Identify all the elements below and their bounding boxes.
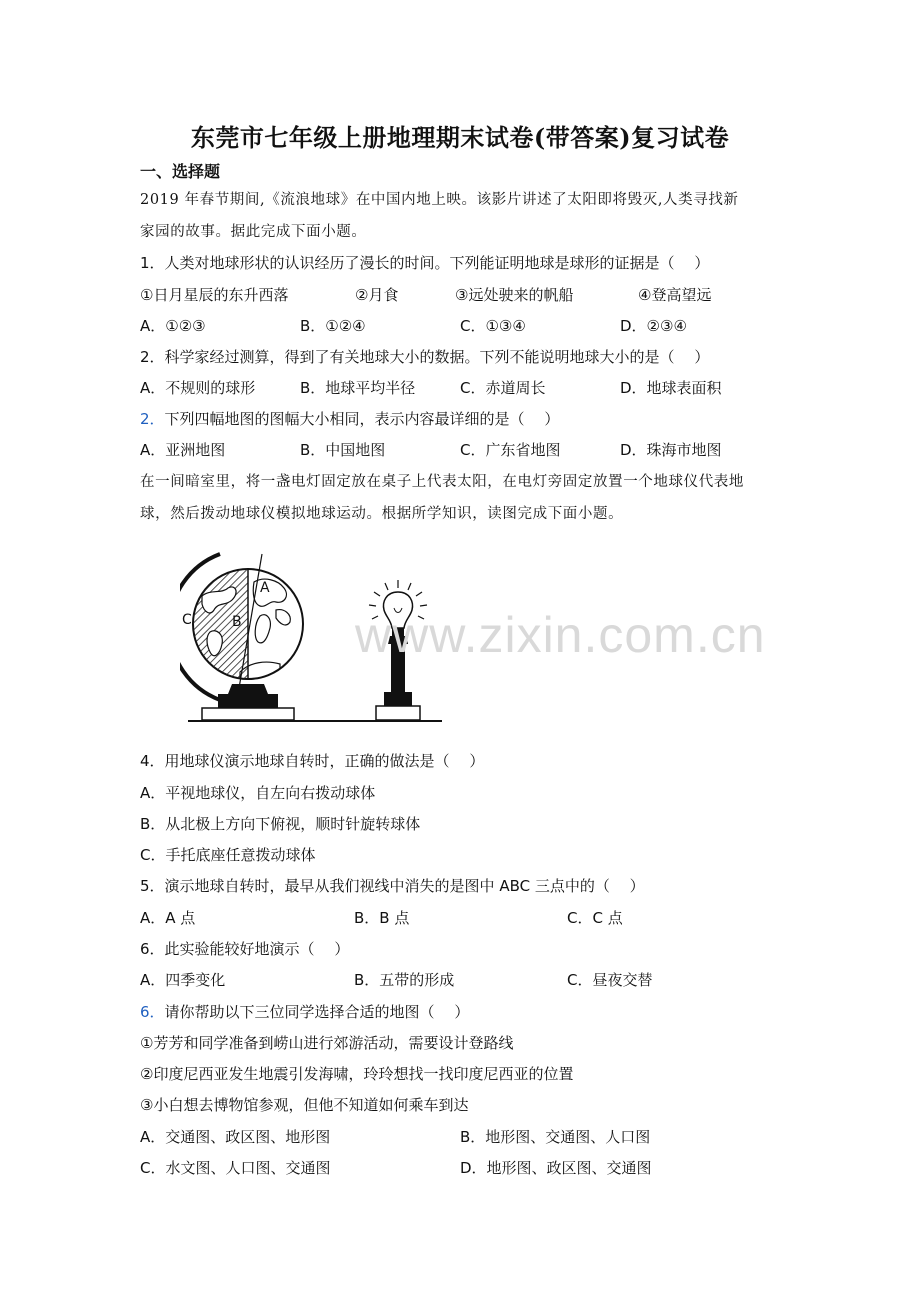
question-stem: 此实验能较好地演示（ ） <box>164 940 350 958</box>
question-1 <box>140 253 709 273</box>
q2-option-a: A．不规则的球形 <box>140 379 256 397</box>
q2-option-d: D．地球表面积 <box>620 379 722 397</box>
q6-option-a: A．四季变化 <box>140 971 226 989</box>
q7-option-c: C．水文图、人口图、交通图 <box>140 1159 331 1177</box>
question-stem: 用地球仪演示地球自转时，正确的做法是（ ） <box>164 752 485 770</box>
q5-option-a: A．A 点 <box>140 909 196 927</box>
question-stem: 科学家经过测算，得到了有关地球大小的数据。下列不能说明地球大小的是（ ） <box>164 348 710 366</box>
question-4 <box>140 751 484 771</box>
globe-stand-base <box>218 694 278 708</box>
globe-stand-neck <box>228 684 268 694</box>
q2-option-c: C．赤道周长 <box>460 379 546 397</box>
q1-option-b: B．①②④ <box>300 317 366 335</box>
point-b-label: B <box>232 614 242 630</box>
section-heading: 一、选择题 <box>140 162 221 181</box>
q7-item-1: ①芳芳和同学准备到崂山进行郊游活动，需要设计登路线 <box>140 1034 514 1052</box>
q7-item-2: ②印度尼西亚发生地震引发海啸，玲玲想找一找印度尼西亚的位置 <box>140 1065 574 1083</box>
passage1-line2: 家园的故事。据此完成下面小题。 <box>140 224 367 240</box>
question-stem: 请你帮助以下三位同学选择合适的地图（ ） <box>164 1003 470 1021</box>
q3-option-d: D．珠海市地图 <box>620 441 722 459</box>
q5-option-c: C．C 点 <box>567 909 623 927</box>
q1-item-3: ③远处驶来的帆船 <box>455 286 574 304</box>
question-7 <box>140 1002 469 1022</box>
question-number: 2． <box>140 348 165 366</box>
q2-option-b: B．地球平均半径 <box>300 379 416 397</box>
q1-item-2: ②月食 <box>355 286 399 304</box>
q3-option-c: C．广东省地图 <box>460 441 561 459</box>
passage1-line1: 2019 年春节期间,《流浪地球》在中国内地上映。该影片讲述了太阳即将毁灭,人类寻找新 <box>140 192 739 208</box>
page-title: 东莞市七年级上册地理期末试卷(带答案)复习试卷 <box>190 123 730 152</box>
question-number: 2． <box>140 410 165 428</box>
q3-option-b: B．中国地图 <box>300 441 386 459</box>
question-number: 4． <box>140 752 165 770</box>
q1-option-c: C．①③④ <box>460 317 526 335</box>
question-number: 6． <box>140 1003 165 1021</box>
q7-option-d: D．地形图、政区图、交通图 <box>460 1159 652 1177</box>
q1-option-d: D．②③④ <box>620 317 687 335</box>
q7-item-3: ③小白想去博物馆参观，但他不知道如何乘车到达 <box>140 1096 469 1114</box>
question-stem: 人类对地球形状的认识经历了漫长的时间。下列能证明地球是球形的证据是（ ） <box>164 254 710 272</box>
passage2-line2: 球，然后拨动地球仪模拟地球运动。根据所学知识，读图完成下面小题。 <box>140 506 624 522</box>
q7-option-a: A．交通图、政区图、地形图 <box>140 1128 331 1146</box>
question-3 <box>140 409 559 429</box>
question-number: 6． <box>140 940 165 958</box>
q6-option-c: C．昼夜交替 <box>567 971 653 989</box>
globe-icon <box>180 554 303 694</box>
question-stem: 下列四幅地图的图幅大小相同，表示内容最详细的是（ ） <box>164 410 560 428</box>
q4-option-c: C．手托底座任意拨动球体 <box>140 846 316 864</box>
question-stem: 演示地球自转时，最早从我们视线中消失的是图中 ABC 三点中的（ ） <box>164 877 645 895</box>
point-a-label: A <box>260 580 270 596</box>
q1-option-a: A．①②③ <box>140 317 206 335</box>
q5-option-b: B．B 点 <box>354 909 410 927</box>
question-number: 1． <box>140 254 165 272</box>
question-5 <box>140 876 645 896</box>
q7-option-b: B．地形图、交通图、人口图 <box>460 1128 651 1146</box>
q4-option-a: A．平视地球仪，自左向右拨动球体 <box>140 784 376 802</box>
watermark: www.zixin.com.cn <box>355 607 766 663</box>
q4-option-b: B．从北极上方向下俯视，顺时针旋转球体 <box>140 815 421 833</box>
point-c-label: C <box>182 612 192 628</box>
q1-item-1: ①日月星辰的东升西落 <box>140 286 289 304</box>
globe-stand-plate <box>202 708 294 720</box>
q6-option-b: B．五带的形成 <box>354 971 455 989</box>
question-2 <box>140 347 709 367</box>
q1-item-4: ④登高望远 <box>638 286 712 304</box>
passage2-line1: 在一间暗室里，将一盏电灯固定放在桌子上代表太阳，在电灯旁固定放置一个地球仪代表地 <box>140 474 744 490</box>
q3-option-a: A．亚洲地图 <box>140 441 226 459</box>
question-6 <box>140 939 349 959</box>
question-number: 5． <box>140 877 165 895</box>
